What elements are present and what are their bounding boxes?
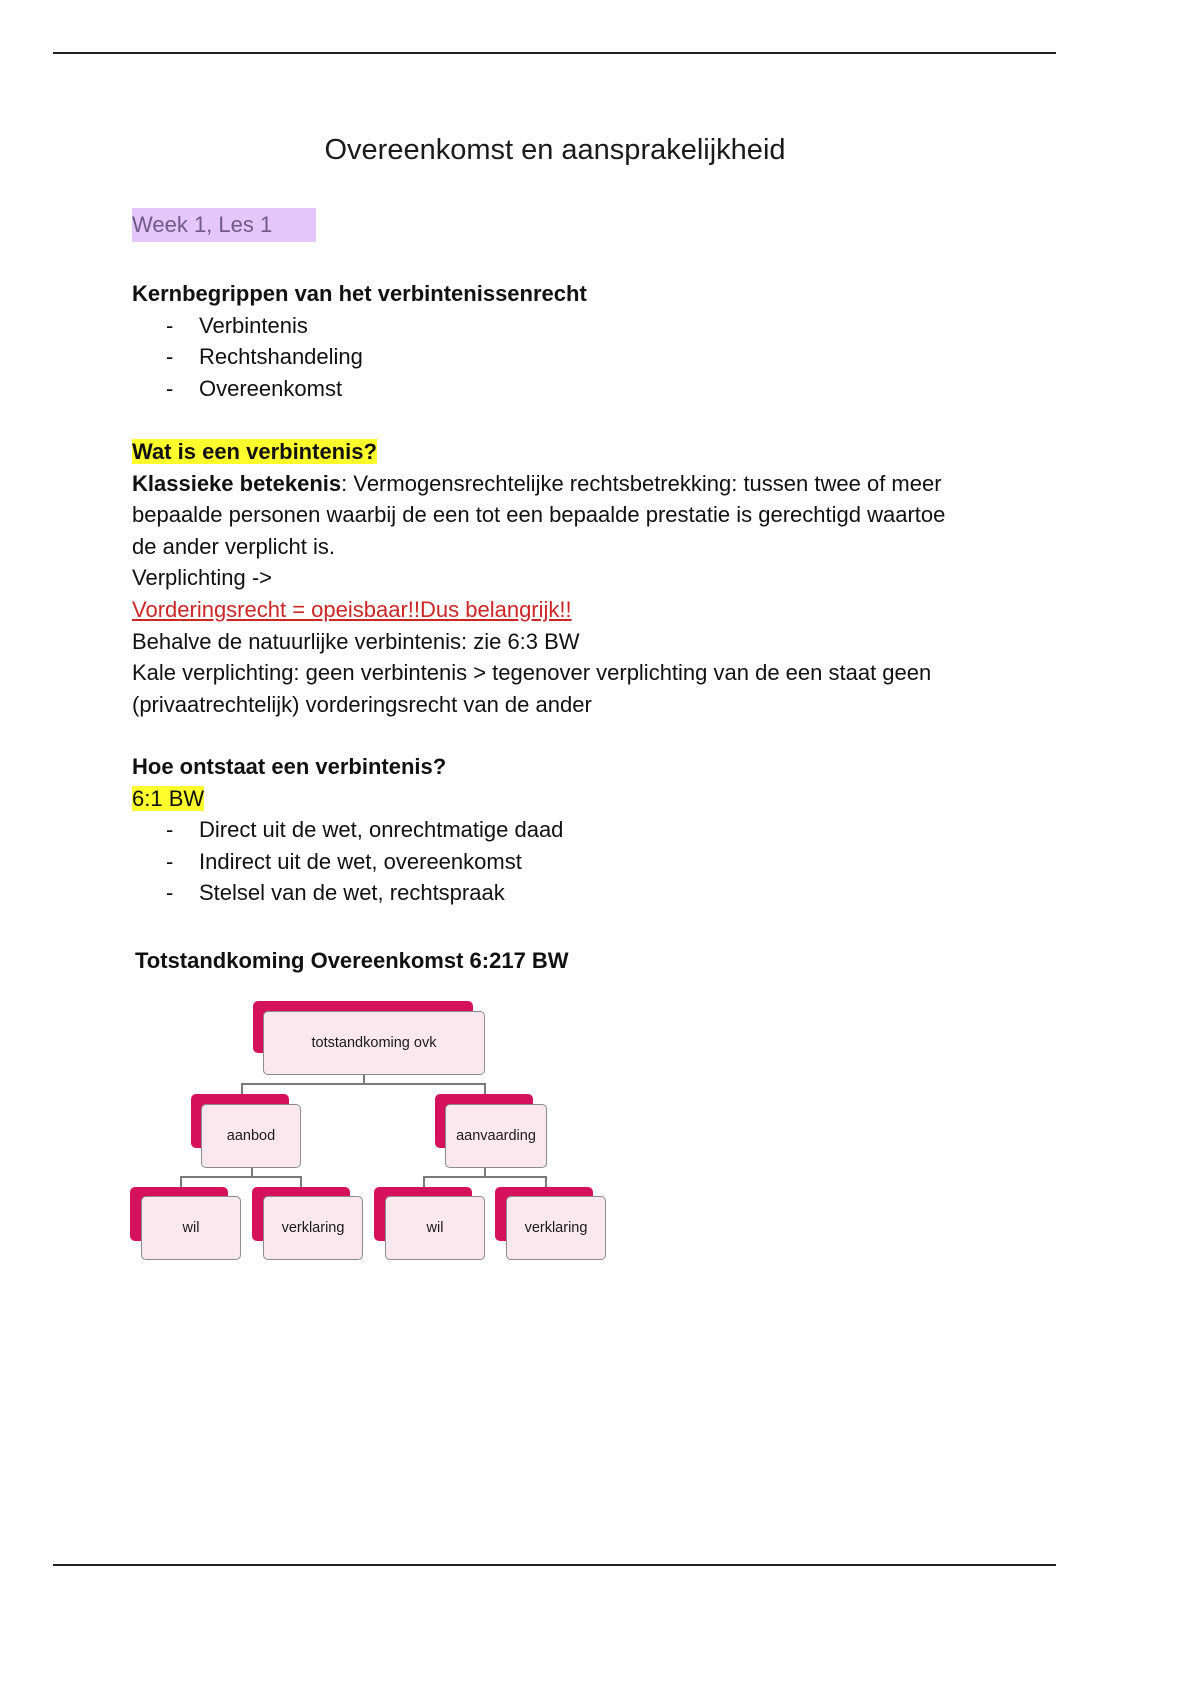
list-item: - Overeenkomst [166,375,343,401]
document-title: Overeenkomst en aansprakelijkheid [324,134,786,166]
week-label [132,208,316,242]
vorderingsrecht-note: Vorderingsrecht = opeisbaar!!Dus belangrijk!! [132,596,572,622]
section-hoe-ontstaat [132,751,952,909]
section-heading: Kernbegrippen van het verbintenissenrecht [132,281,587,306]
list-item: - Stelsel van de wet, rechtspraak [166,880,505,906]
section-heading: Wat is een verbintenis? [132,439,377,464]
article-reference: 6:1 BW [132,785,205,811]
list-item: - Verbintenis [166,312,308,338]
footer-rule [53,1564,1056,1566]
section-kernbegrippen [132,278,952,404]
list-item: - Rechtshandeling [166,344,363,370]
section-wat-is-verbintenis [132,436,952,720]
paragraph-natuurlijke-verbintenis: Behalve de natuurlijke verbintenis: zie 6:3 BW [132,628,580,654]
diagram-title: Totstandkoming Overeenkomst 6:217 BW [135,948,569,973]
paragraph-klassieke-betekenis: Klassieke betekenis: Vermogensrechtelijke rechtsbetrekking: tussen twee of meer bepaalde personen waarbij de een tot een bepaalde prestatie is gerechtigd waartoe de ander verplicht is. [132,470,946,559]
paragraph-kale-verplichting: Kale verplichting: geen verbintenis > tegenover verplichting van de een staat geen (privaatrechtelijk) vorderingsrecht van de ander [132,660,932,717]
ontstaan-list [132,814,952,909]
list-item: - Indirect uit de wet, overeenkomst [166,848,522,874]
kernbegrippen-list [132,310,952,405]
paragraph-verplichting: Verplichting -> [132,565,273,591]
hierarchy-diagram: totstandkoming ovk aanbod aanvaarding wil verklaring wil verklaring [120,990,620,1280]
week-highlight: Week 1, Les 1 [132,208,316,242]
section-heading: Hoe ontstaat een verbintenis? [132,754,447,779]
list-item: - Direct uit de wet, onrechtmatige daad [166,817,564,843]
header-rule [53,52,1056,54]
